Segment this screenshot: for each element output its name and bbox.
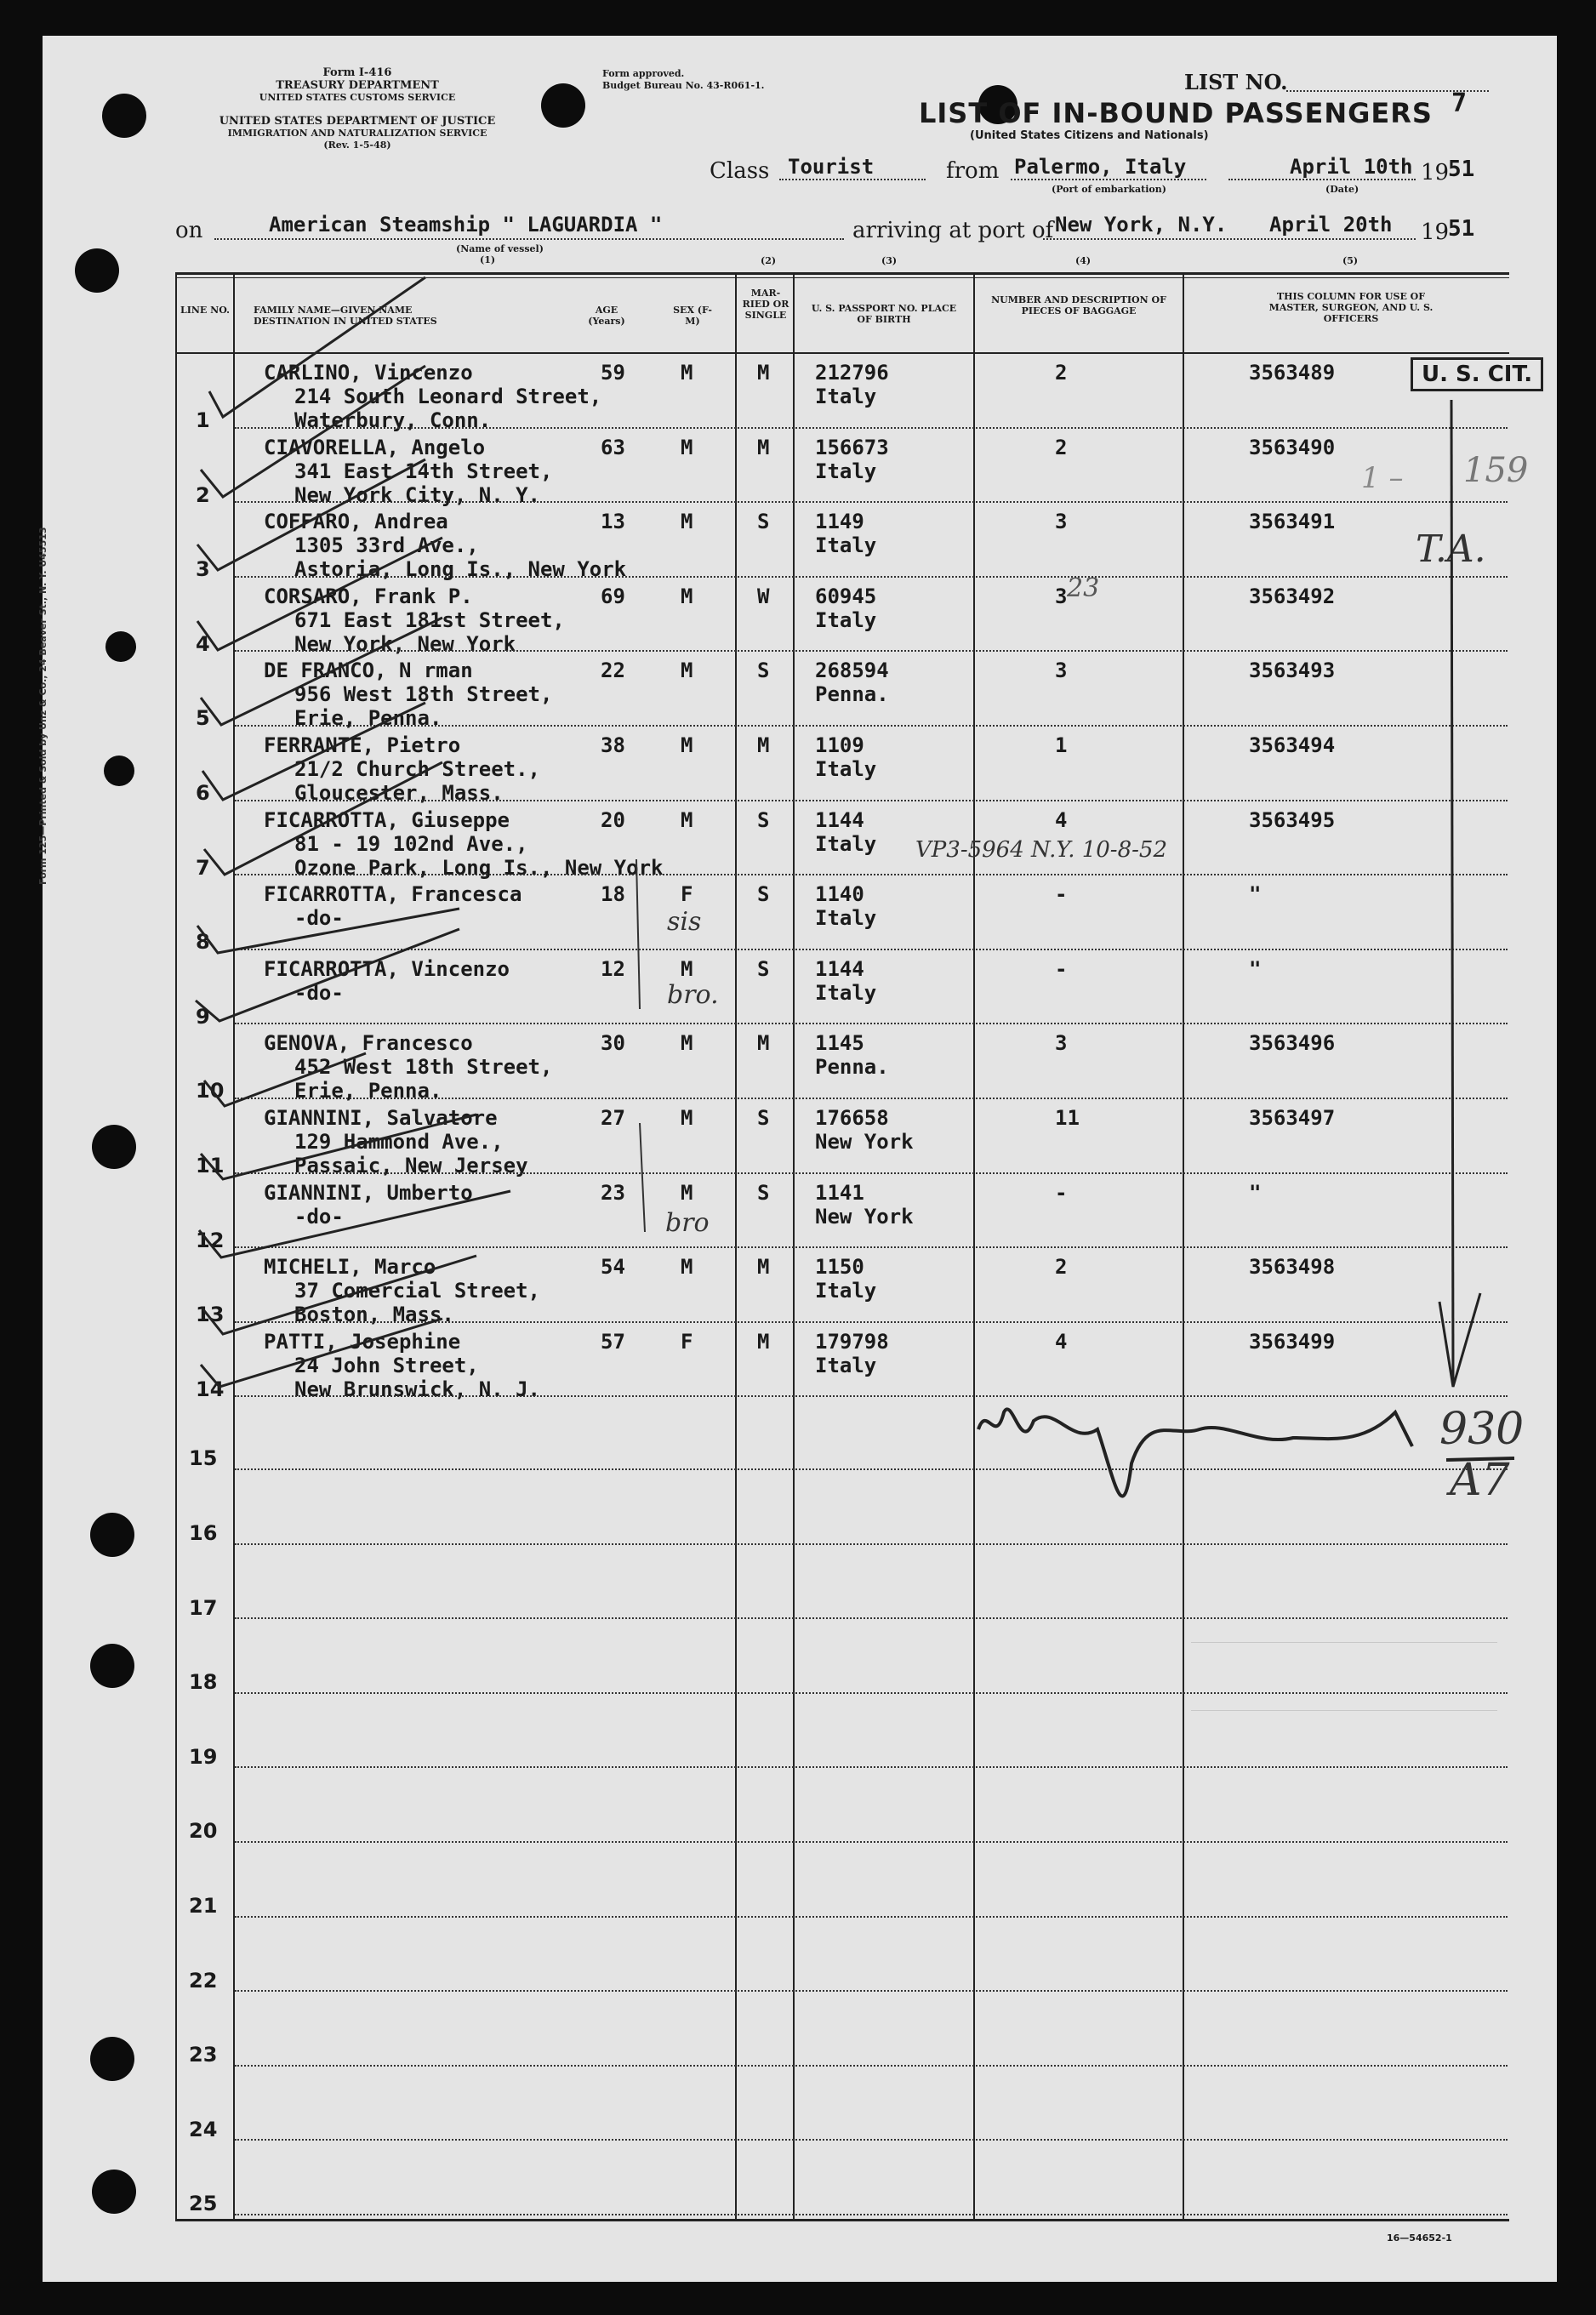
bracket-mark	[640, 1123, 645, 1232]
passenger-name: FICARROTTA, Vincenzo	[264, 956, 510, 981]
header-age: AGE (Years)	[588, 305, 625, 327]
departure-date: April 10th	[1290, 155, 1413, 179]
date-caption: (Date)	[1325, 184, 1359, 195]
passenger-address: 37 Comercial Street,	[294, 1279, 540, 1303]
note-23: 23	[1067, 573, 1100, 603]
passport-number: 268594	[815, 659, 889, 683]
passenger-marital-status: S	[757, 956, 770, 981]
passenger-age: 12	[601, 956, 625, 981]
passenger-name: FICARROTTA, Giuseppe	[264, 807, 510, 832]
passport-number: 176658	[815, 1106, 889, 1130]
passenger-sex: M	[681, 807, 693, 832]
line-number: 13	[196, 1303, 225, 1327]
passenger-marital-status: M	[757, 1031, 770, 1056]
arriving-label: arriving at port of	[852, 218, 1054, 243]
baggage-count: 3	[1055, 659, 1068, 683]
passenger-age: 30	[601, 1031, 625, 1056]
arrow-line	[1451, 400, 1453, 1387]
passport-number: 1109	[815, 733, 864, 757]
officer-number: 3563496	[1249, 1031, 1336, 1056]
passport-number: 60945	[815, 584, 877, 608]
line-number: 14	[196, 1377, 225, 1401]
line-number: 23	[189, 2043, 218, 2067]
baggage-count: 4	[1055, 1329, 1068, 1354]
passenger-destination: Boston, Mass.	[294, 1303, 454, 1327]
line-number: 2	[196, 482, 210, 507]
baggage-count: 3	[1055, 1031, 1068, 1056]
passenger-sex: F	[681, 882, 693, 907]
officer-number: 3563492	[1249, 584, 1336, 608]
list-no-value: 7	[1451, 88, 1468, 118]
column-1-number: (1)	[480, 254, 496, 265]
place-of-birth: Italy	[815, 906, 877, 931]
note-dash: 1 –	[1361, 461, 1404, 495]
check-marks	[196, 277, 510, 1387]
line-number: 20	[189, 1819, 218, 1844]
passenger-name: FERRANTE, Pietro	[264, 733, 461, 757]
agency-justice: UNITED STATES DEPARTMENT OF JUSTICE	[219, 115, 496, 128]
vessel-caption: (Name of vessel)	[456, 243, 544, 254]
passenger-sex: M	[681, 1180, 693, 1205]
place-of-birth: Italy	[815, 831, 877, 856]
passenger-age: 13	[601, 510, 625, 534]
passenger-name: CORSARO, Frank P.	[264, 584, 473, 608]
passenger-marital-status: M	[757, 1329, 770, 1354]
header-officers: THIS COLUMN FOR USE OF MASTER, SURGEON, AND U. S. OFFICERS	[1268, 291, 1434, 324]
passenger-marital-status: M	[757, 435, 770, 459]
header-sex: SEX (F-M)	[673, 305, 712, 327]
passenger-age: 23	[601, 1180, 625, 1205]
passenger-marital-status: M	[757, 733, 770, 757]
passport-number: 1144	[815, 807, 864, 832]
line-number: 9	[196, 1004, 210, 1029]
passport-number: 1150	[815, 1255, 864, 1280]
passenger-address: 452 West 18th Street,	[294, 1055, 553, 1080]
passport-number: 156673	[815, 435, 889, 459]
passenger-destination: Waterbury, Conn.	[294, 408, 492, 432]
form-revision: (Rev. 1-5-48)	[323, 140, 391, 151]
passenger-marital-status: S	[757, 1106, 770, 1130]
arrival-port: New York, N.Y.	[1055, 213, 1228, 237]
note-a7: A7	[1450, 1455, 1510, 1506]
line-number: 17	[189, 1595, 218, 1620]
passenger-sex: M	[681, 1106, 693, 1130]
passenger-age: 18	[601, 882, 625, 907]
page-title: LIST OF IN-BOUND PASSENGERS	[919, 97, 1433, 129]
line-number: 6	[196, 781, 210, 805]
passenger-name: CIAVORELLA, Angelo	[264, 435, 486, 459]
header-baggage: NUMBER AND DESCRIPTION OF PIECES OF BAGGAGE	[991, 294, 1166, 316]
passenger-name: GIANNINI, Salvatore	[264, 1106, 498, 1130]
officer-number: 3563495	[1249, 807, 1336, 832]
passenger-name: FICARROTTA, Francesca	[264, 882, 522, 907]
passenger-name: DE FRANCO, N rman	[264, 659, 473, 683]
passenger-destination: Erie, Penna.	[294, 706, 442, 731]
agency-treasury: TREASURY DEPARTMENT	[276, 79, 439, 92]
officer-number: 3563498	[1249, 1255, 1336, 1280]
passenger-age: 38	[601, 733, 625, 757]
fraction-line	[1446, 1458, 1514, 1460]
note-930: 930	[1439, 1404, 1525, 1455]
officer-number: 3563490	[1249, 435, 1336, 459]
arrival-date: April 20th	[1269, 213, 1393, 237]
passenger-marital-status: S	[757, 882, 770, 907]
passenger-sex: M	[681, 435, 693, 459]
place-of-birth: Italy	[815, 1279, 877, 1303]
form-approved: Form approved.	[602, 68, 685, 79]
place-of-birth: Italy	[815, 607, 877, 632]
passenger-age: 59	[601, 361, 625, 385]
baggage-count: 3	[1055, 510, 1068, 534]
header-line-no: LINE NO.	[180, 305, 230, 316]
line-number: 7	[196, 855, 210, 880]
baggage-count: 2	[1055, 435, 1068, 459]
passport-number: 1145	[815, 1031, 864, 1056]
officer-number: 3563494	[1249, 733, 1336, 757]
agency-customs: UNITED STATES CUSTOMS SERVICE	[259, 92, 456, 103]
passenger-name: MICHELI, Marco	[264, 1255, 436, 1280]
on-label: on	[175, 218, 203, 243]
passenger-address: -do-	[294, 980, 344, 1005]
passport-number: 212796	[815, 361, 889, 385]
line-number: 11	[196, 1154, 225, 1177]
page-subtitle: (United States Citizens and Nationals)	[970, 129, 1209, 142]
line-number: 22	[189, 1968, 218, 1993]
officer-number: "	[1249, 882, 1262, 907]
passenger-marital-status: M	[757, 1255, 770, 1280]
passenger-destination: New York City, N. Y.	[294, 482, 540, 507]
line-number: 24	[189, 2117, 218, 2141]
embarkation-port: Palermo, Italy	[1014, 155, 1187, 179]
baggage-count: 2	[1055, 1255, 1068, 1280]
arrival-year-prefix: 19	[1421, 220, 1450, 245]
passenger-destination: Ozone Park, Long Is., New York	[294, 855, 664, 880]
baggage-count: 11	[1055, 1106, 1080, 1130]
passenger-sex: M	[681, 584, 693, 608]
note-159: 159	[1463, 451, 1529, 490]
passenger-marital-status: S	[757, 807, 770, 832]
line-number: 25	[189, 2192, 218, 2216]
passenger-address: 129 Hammond Ave.,	[294, 1130, 504, 1154]
officer-number: 3563493	[1249, 659, 1336, 683]
from-label: from	[946, 158, 1000, 184]
place-of-birth: New York	[815, 1130, 914, 1154]
passenger-address: -do-	[294, 1204, 344, 1229]
passenger-address: 81 - 19 102nd Ave.,	[294, 831, 528, 856]
passenger-address: 671 East 181st Street,	[294, 607, 565, 632]
passenger-marital-status: S	[757, 510, 770, 534]
budget-bureau: Budget Bureau No. 43-R061-1.	[602, 80, 765, 91]
header-passport: U. S. PASSPORT NO. PLACE OF BIRTH	[811, 303, 957, 325]
passenger-destination: Erie, Penna.	[294, 1079, 442, 1103]
passport-number: 1141	[815, 1180, 864, 1205]
class-value: Tourist	[788, 155, 875, 179]
passenger-sex: M	[681, 733, 693, 757]
passport-number: 1144	[815, 956, 864, 981]
header-name: FAMILY NAME—GIVEN NAME DESTINATION IN UNITED STATES	[254, 305, 437, 327]
note-bro: bro	[665, 1208, 710, 1238]
vessel-name: American Steamship " LAGUARDIA "	[269, 213, 663, 237]
place-of-birth: Italy	[815, 533, 877, 558]
passenger-marital-status: S	[757, 1180, 770, 1205]
passenger-sex: M	[681, 361, 693, 385]
line-number: 15	[189, 1446, 218, 1471]
place-of-birth: Italy	[815, 459, 877, 483]
note-sis: sis	[667, 907, 702, 937]
passenger-name: PATTI, Josephine	[264, 1329, 461, 1354]
officer-number: "	[1249, 956, 1262, 981]
passenger-address: 341 East 14th Street,	[294, 459, 553, 483]
passenger-age: 69	[601, 584, 625, 608]
passenger-destination: New York, New York	[294, 631, 516, 656]
place-of-birth: Penna.	[815, 682, 889, 707]
printer-side-text: Form 125—Printed & Sold by Unz & Co., 24 Beaver St., N. Y. U45513	[37, 527, 48, 885]
us-citizen-stamp: U. S. CIT.	[1411, 357, 1543, 391]
class-label: Class	[710, 158, 770, 184]
passenger-address: 1305 33rd Ave.,	[294, 533, 479, 558]
passport-number: 1140	[815, 882, 864, 907]
place-of-birth: Italy	[815, 385, 877, 408]
passenger-destination: New Brunswick, N. J.	[294, 1377, 540, 1401]
officer-number: "	[1249, 1180, 1262, 1205]
officer-number: 3563497	[1249, 1106, 1336, 1130]
passenger-name: CARLINO, Vincenzo	[264, 361, 473, 385]
passenger-age: 63	[601, 435, 625, 459]
header-married: MAR-RIED OR SINGLE	[742, 288, 789, 321]
passenger-destination: Astoria, Long Is., New York	[294, 557, 627, 582]
list-no-label: LIST NO.	[1184, 70, 1288, 94]
baggage-count: -	[1055, 956, 1068, 981]
passenger-destination: Gloucester, Mass.	[294, 781, 504, 805]
passenger-marital-status: S	[757, 659, 770, 683]
passenger-sex: F	[681, 1329, 693, 1354]
col-5-number: (5)	[1342, 255, 1359, 266]
officer-number: 3563499	[1249, 1329, 1336, 1354]
baggage-count: 3	[1055, 584, 1068, 608]
line-number: 3	[196, 557, 210, 582]
passenger-address: 24 John Street,	[294, 1353, 479, 1377]
inspector-signature	[978, 1409, 1412, 1496]
passenger-name: GENOVA, Francesco	[264, 1031, 473, 1056]
note-ta: T.A.	[1416, 527, 1486, 571]
passenger-name: COFFARO, Andrea	[264, 510, 448, 534]
line-number: 21	[189, 1894, 218, 1918]
arrival-year: 51	[1448, 216, 1475, 242]
passenger-age: 27	[601, 1106, 625, 1130]
col-2-number: (2)	[761, 255, 777, 266]
line-number: 4	[196, 631, 210, 656]
arrow-head	[1439, 1293, 1480, 1387]
place-of-birth: New York	[815, 1204, 914, 1229]
baggage-count: 1	[1055, 733, 1068, 757]
line-number: 19	[189, 1744, 218, 1769]
agency-ins: IMMIGRATION AND NATURALIZATION SERVICE	[227, 128, 487, 139]
line-number: 8	[196, 930, 210, 955]
officer-number: 3563491	[1249, 510, 1336, 534]
col-3-number: (3)	[881, 255, 898, 266]
baggage-count: 2	[1055, 361, 1068, 385]
port-caption: (Port of embarkation)	[1052, 184, 1166, 195]
place-of-birth: Italy	[815, 980, 877, 1005]
line-number: 5	[196, 706, 210, 731]
line-number: 10	[196, 1079, 225, 1103]
passenger-destination: Passaic, New Jersey	[294, 1154, 528, 1177]
passenger-name: GIANNINI, Umberto	[264, 1180, 473, 1205]
passenger-age: 54	[601, 1255, 625, 1280]
passenger-sex: M	[681, 1031, 693, 1056]
officer-number: 3563489	[1249, 361, 1336, 385]
passenger-sex: M	[681, 659, 693, 683]
passenger-marital-status: W	[757, 584, 770, 608]
departure-year: 51	[1448, 157, 1475, 182]
passenger-address: 21/2 Church Street.,	[294, 757, 540, 781]
note-vp3: VP3-5964 N.Y. 10-8-52	[915, 837, 1168, 863]
passenger-age: 22	[601, 659, 625, 683]
line-number: 1	[196, 408, 210, 432]
form-number: Form I-416	[322, 66, 392, 79]
baggage-count: -	[1055, 1180, 1068, 1205]
footer-code: 16—54652-1	[1387, 2232, 1452, 2244]
baggage-count: -	[1055, 882, 1068, 907]
passenger-marital-status: M	[757, 361, 770, 385]
place-of-birth: Penna.	[815, 1055, 889, 1080]
passenger-address: -do-	[294, 906, 344, 931]
place-of-birth: Italy	[815, 1353, 877, 1377]
place-of-birth: Italy	[815, 757, 877, 781]
line-number: 16	[189, 1521, 218, 1545]
line-number: 12	[196, 1228, 225, 1252]
passenger-address: 214 South Leonard Street,	[294, 385, 602, 408]
bracket-mark	[636, 859, 640, 1009]
passenger-address: 956 West 18th Street,	[294, 682, 553, 707]
passenger-sex: M	[681, 510, 693, 534]
passenger-age: 57	[601, 1329, 625, 1354]
baggage-count: 4	[1055, 807, 1068, 832]
passenger-sex: M	[681, 956, 693, 981]
col-4-number: (4)	[1075, 255, 1092, 266]
passport-number: 179798	[815, 1329, 889, 1354]
year-prefix: 19	[1421, 160, 1450, 185]
passport-number: 1149	[815, 510, 864, 534]
passenger-age: 20	[601, 807, 625, 832]
line-number: 18	[189, 1670, 218, 1695]
passenger-sex: M	[681, 1255, 693, 1280]
note-bro: bro.	[667, 980, 719, 1010]
